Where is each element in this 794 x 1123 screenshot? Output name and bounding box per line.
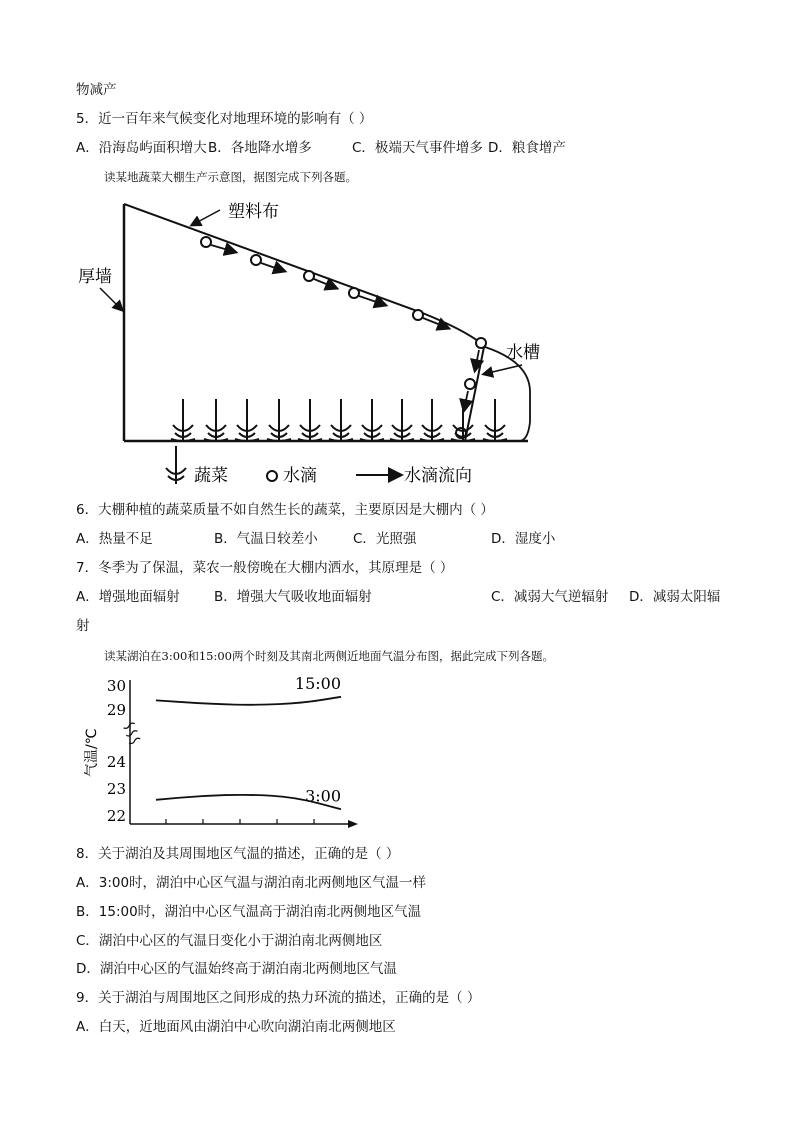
- legend-drop-symbol: [267, 471, 277, 481]
- y-tick-label-23: 23: [106, 780, 126, 798]
- pointer-plastic: [192, 210, 220, 225]
- y-axis-label: 气温/℃: [84, 728, 100, 777]
- y-tick-label-22: 22: [106, 807, 126, 825]
- q8-option-d[interactable]: D．湖泊中心区的气温始终高于湖泊南北两侧地区气温: [76, 961, 397, 977]
- y-tick-label-24: 24: [106, 753, 126, 771]
- q6-option-b[interactable]: B．气温日较差小: [214, 531, 318, 547]
- q6-stem: 6．大棚种植的蔬菜质量不如自然生长的蔬菜，主要原因是大棚内（ ）: [76, 502, 494, 518]
- q5-option-a[interactable]: A．沿海岛屿面积增大: [76, 140, 207, 156]
- q7-option-a[interactable]: A．增强地面辐射: [76, 589, 180, 605]
- pointer-wall: [100, 288, 122, 310]
- y-tick-labels: [107, 677, 126, 825]
- q5-option-d[interactable]: D．粮食增产: [488, 140, 566, 156]
- q7-stem: 7．冬季为了保温，菜农一般傍晚在大棚内洒水，其原理是（ ）: [76, 560, 454, 576]
- label-wall: 厚墙: [78, 267, 112, 287]
- series-label-1500: 15:00: [294, 673, 341, 693]
- label-plastic: 塑料布: [228, 202, 279, 222]
- legend-vegetable-symbol: [166, 446, 186, 484]
- q6-option-c[interactable]: C．光照强: [353, 531, 417, 547]
- q8-option-b[interactable]: B．15:00时，湖泊中心区气温高于湖泊南北两侧地区气温: [76, 904, 422, 920]
- q7-option-b[interactable]: B．增强大气吸收地面辐射: [214, 589, 372, 605]
- q8-option-a[interactable]: A．3:00时，湖泊中心区气温与湖泊南北两侧地区气温一样: [76, 875, 427, 891]
- q5-stem: 5．近一百年来气候变化对地理环境的影响有（ ）: [76, 111, 373, 127]
- q9-stem: 9．关于湖泊与周围地区之间形成的热力环流的描述，正确的是（ ）: [76, 990, 481, 1006]
- pointer-trough: [484, 365, 522, 374]
- drops-in-trough: [456, 338, 486, 438]
- y-tick-label-29: 29: [106, 701, 126, 719]
- series-line-1500: [156, 697, 341, 705]
- text-fragment: 物减产: [76, 82, 117, 98]
- y-tick-label-30: 30: [106, 677, 126, 695]
- q7-option-c[interactable]: C．减弱大气逆辐射: [491, 589, 609, 605]
- figure-caption-greenhouse: 读某地蔬菜大棚生产示意图，据图完成下列各题。: [104, 170, 357, 184]
- greenhouse-diagram: [70, 192, 550, 492]
- lake-temperature-chart: [76, 672, 366, 832]
- series-label-300: 3:00: [305, 786, 341, 806]
- vegetable-row: [171, 399, 507, 441]
- figure-caption-lake: 读某湖泊在3:00和15:00两个时刻及其南北两侧近地面气温分布图，据此完成下列各题。: [104, 649, 554, 663]
- q5-option-b[interactable]: B．各地降水增多: [208, 140, 312, 156]
- q8-option-c[interactable]: C．湖泊中心区的气温日变化小于湖泊南北两侧地区: [76, 933, 383, 949]
- q5-option-c[interactable]: C．极端天气事件增多: [352, 140, 483, 156]
- q9-option-a[interactable]: A．白天，近地面风由湖泊中心吹向湖泊南北两侧地区: [76, 1019, 396, 1035]
- legend-vegetable-label: 蔬菜: [194, 466, 228, 486]
- axis-break: [123, 722, 141, 744]
- label-trough: 水槽: [506, 343, 540, 363]
- q8-stem: 8．关于湖泊及其周围地区气温的描述，正确的是（ ）: [76, 846, 400, 862]
- legend-drop-label: 水滴: [283, 466, 317, 486]
- q6-option-a[interactable]: A．热量不足: [76, 531, 153, 547]
- series-lines: [156, 674, 341, 809]
- drops-on-film: [201, 237, 448, 328]
- legend-flow-label: 水滴流向: [404, 466, 472, 486]
- q7-option-d[interactable]: D．减弱太阳辐: [629, 589, 721, 605]
- q6-option-d[interactable]: D．湿度小: [491, 531, 556, 547]
- x-axis-arrow: [348, 820, 358, 828]
- q7-option-d-continued: 射: [76, 618, 90, 634]
